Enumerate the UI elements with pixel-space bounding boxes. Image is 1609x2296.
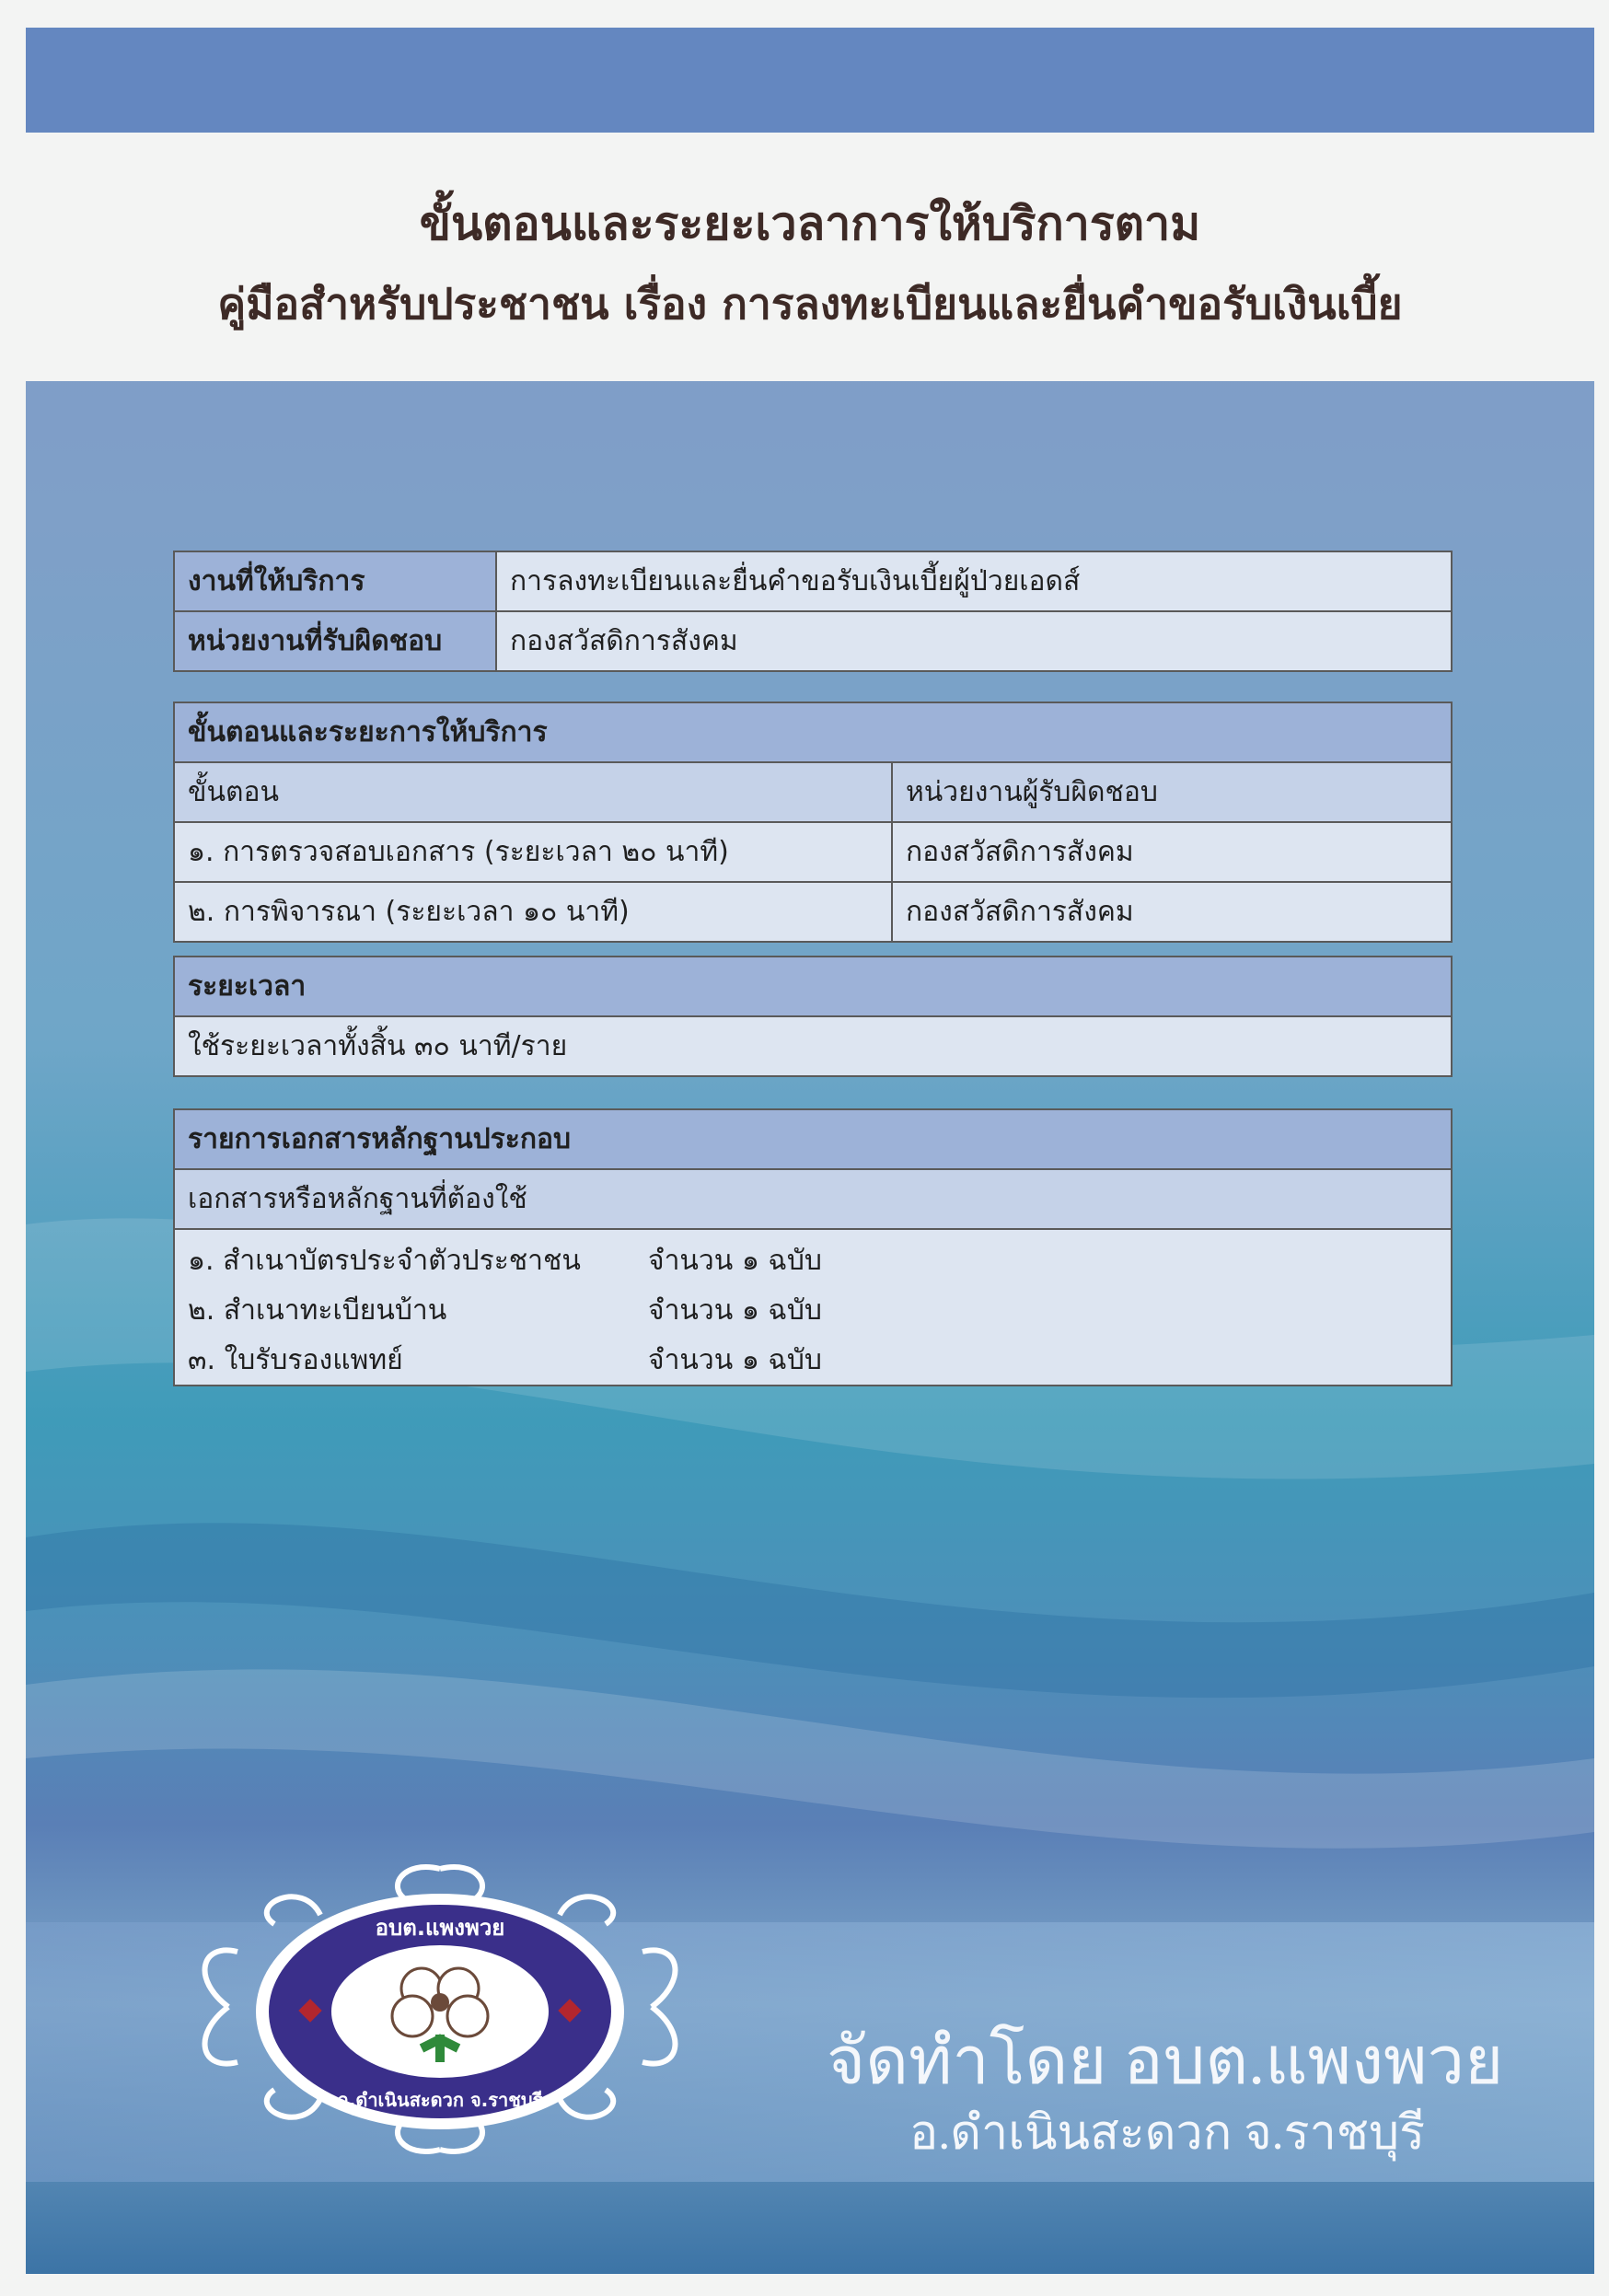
service-info-table: [173, 551, 1453, 672]
agency-value: กองสวัสดิการสังคม: [496, 611, 1452, 671]
list-item: [188, 1239, 1438, 1289]
credit-line-2: อ.ดำเนินสะดวก จ.ราชบุรี: [909, 2107, 1426, 2160]
list-item: [188, 1339, 1438, 1375]
step-agency-cell: กองสวัสดิการสังคม: [892, 822, 1452, 882]
document-qty: จำนวน ๑ ฉบับ: [648, 1344, 822, 1376]
steps-table: [173, 702, 1453, 943]
duration-value: ใช้ระยะเวลาทั้งสิ้น ๓๐ นาที/ราย: [174, 1016, 1452, 1076]
steps-title: ขั้นตอนและระยะการให้บริการ: [174, 702, 1452, 762]
agency-label: หน่วยงานที่รับผิดชอบ: [174, 611, 496, 671]
page-title: ขั้นตอนและระยะเวลาการให้บริการตาม: [419, 197, 1201, 250]
step-cell: ๒. การพิจารณา (ระยะเวลา ๑๐ นาที): [174, 882, 892, 942]
documents-subtitle: เอกสารหรือหลักฐานที่ต้องใช้: [174, 1169, 1452, 1229]
list-item: [188, 1289, 1438, 1339]
document-qty: จำนวน ๑ ฉบับ: [648, 1245, 822, 1277]
document-name: ๑. สำเนาบัตรประจำตัวประชาชน: [188, 1245, 581, 1277]
document-page: [26, 28, 1594, 2274]
document-name: ๓. ใบรับรองแพทย์: [188, 1344, 403, 1376]
credit-line-1: จัดทำโดย อบต.แพงพวย: [827, 2024, 1504, 2098]
document-name: ๒. สำเนาทะเบียนบ้าน: [188, 1294, 447, 1327]
steps-col-agency: หน่วยงานผู้รับผิดชอบ: [892, 762, 1452, 822]
steps-col-step: ขั้นตอน: [174, 762, 892, 822]
title-box: [26, 133, 1594, 381]
logo-top-text: อบต.แพงพวย: [375, 1915, 505, 1941]
table-row: [174, 882, 1452, 942]
service-value: การลงทะเบียนและยื่นคำขอรับเงินเบี้ยผู้ป่วยเอดส์: [496, 551, 1452, 611]
document-qty: จำนวน ๑ ฉบับ: [648, 1294, 822, 1327]
step-agency-cell: กองสวัสดิการสังคม: [892, 882, 1452, 942]
duration-table: [173, 956, 1453, 1077]
logo-bottom-text: อ.ดำเนินสะดวก จ.ราชบุรี: [337, 2089, 543, 2111]
step-cell: ๑. การตรวจสอบเอกสาร (ระยะเวลา ๒๐ นาที): [174, 822, 892, 882]
documents-list: [174, 1229, 1452, 1386]
duration-title: ระยะเวลา: [174, 957, 1452, 1016]
page-subtitle: คู่มือสำหรับประชาชน เรื่อง การลงทะเบียนและยื่นคำขอรับเงินเบี้ย: [217, 279, 1403, 329]
organization-logo: [173, 1850, 707, 2163]
table-row: [174, 822, 1452, 882]
service-label: งานที่ให้บริการ: [174, 551, 496, 611]
documents-table: [173, 1108, 1453, 1386]
documents-title: รายการเอกสารหลักฐานประกอบ: [174, 1109, 1452, 1169]
